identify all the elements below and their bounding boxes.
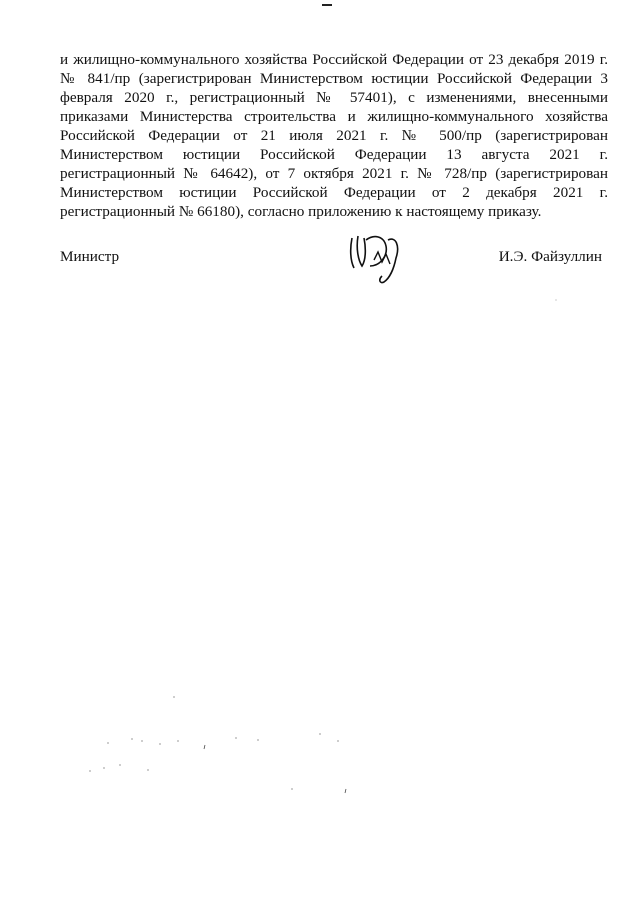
scan-mark	[322, 4, 332, 6]
signatory-name: И.Э. Файзуллин	[498, 248, 602, 265]
body-paragraph: и жилищно-коммунального хозяйства Российской Федерации от 23 декабря 2019 г. № 841/пр (зарегистрирован Министерством юстиции Российской Федерации 3 февраля 2020 г., регистрационный № 57401), с изменениями, внесенными приказами Министерства строительства и жилищно-коммунального хозяйства Российской Федерации от 21 июля 2021 г. № 500/пр (зарегистрирован Министерством юстиции Российской Федерации 13 августа 2021 г. регистрационный № 64642), от 7 октября 2021 г. № 728/пр (зарегистрирован Министерством юстиции Российской Федерации от 2 декабря 2021 г. регистрационный № 66180), согласно приложению к настоящему приказу.	[60, 51, 608, 220]
handwritten-signature	[344, 230, 414, 288]
signature-block	[60, 230, 608, 290]
signatory-role: Министр	[60, 248, 120, 265]
